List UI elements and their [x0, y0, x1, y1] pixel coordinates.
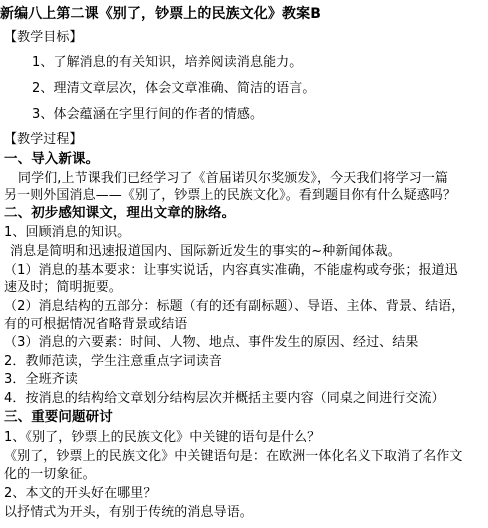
section-1-line-2: 另一则外国消息——《别了，钞票上的民族文化》。看到题目你有什么疑惑吗？ [4, 188, 457, 203]
section-2-line-6: 有的可根据情况省略背景或结语 [4, 317, 188, 332]
goal-item-1: 1、了解消息的有关知识，培养阅读消息能力。 [32, 55, 303, 70]
section-2-line-7: （3）消息的六要素：时间、人物、地点、事件发生的原因、经过、结果 [4, 335, 419, 350]
section-2-line-5: （2）消息结构的五部分：标题（有的还有副标题）、导语、主体、背景、结语， [4, 299, 465, 314]
section-3-line-4: 2、本文的开头好在哪里？ [4, 486, 157, 501]
section-2-line-1: 1、回顾消息的知识。 [4, 225, 131, 240]
section-1-line-1: 同学们,上节课我们已经学习了《首届诺贝尔奖颁发》，今天我们将学习一篇 [18, 171, 449, 186]
goal-item-2: 2、理清文章层次，体会文章准确、简洁的语言。 [32, 81, 316, 96]
section-3-line-1: 1、《别了，钞票上的民族文化》中关键的语句是什么？ [4, 430, 321, 445]
section-2-heading: 二、初步感知课文，理出文章的脉络。 [4, 205, 236, 221]
section-1-heading: 一、导入新课。 [4, 151, 100, 167]
document-title: 新编八上第二课《别了，钞票上的民族文化》教案B [0, 6, 321, 22]
goal-item-3: 3、体会蕴涵在字里行间的作者的情感。 [32, 107, 264, 122]
goals-heading: 【教学目标】 [4, 30, 83, 45]
section-2-line-8: 2．教师范读，学生注意重点字词读音 [4, 354, 222, 369]
section-2-line-9: 3．全班齐读 [4, 372, 78, 387]
section-2-line-4: 速及时；简明扼要。 [4, 280, 122, 295]
section-3-heading: 三、重要问题研讨 [4, 409, 113, 425]
section-3-line-2: 《别了，钞票上的民族文化》中关键语句是：在欧洲一体化名义下取消了名作文 [4, 449, 463, 464]
section-2-line-2: 消息是简明和迅速报道国内、国际新近发生的事实的~种新闻体裁。 [10, 244, 401, 259]
section-2-line-10: 4．按消息的结构给文章划分结构层次并概括主要内容（同桌之间进行交流） [4, 391, 445, 406]
section-2-line-3: （1）消息的基本要求：让事实说话，内容真实准确，不能虚构或夸张；报道迅 [4, 263, 458, 278]
process-heading: 【教学过程】 [4, 132, 83, 147]
section-3-line-3: 化的一切象征。 [4, 467, 96, 482]
section-3-line-5: 以抒情式为开头，有别于传统的消息导语。 [4, 505, 253, 520]
